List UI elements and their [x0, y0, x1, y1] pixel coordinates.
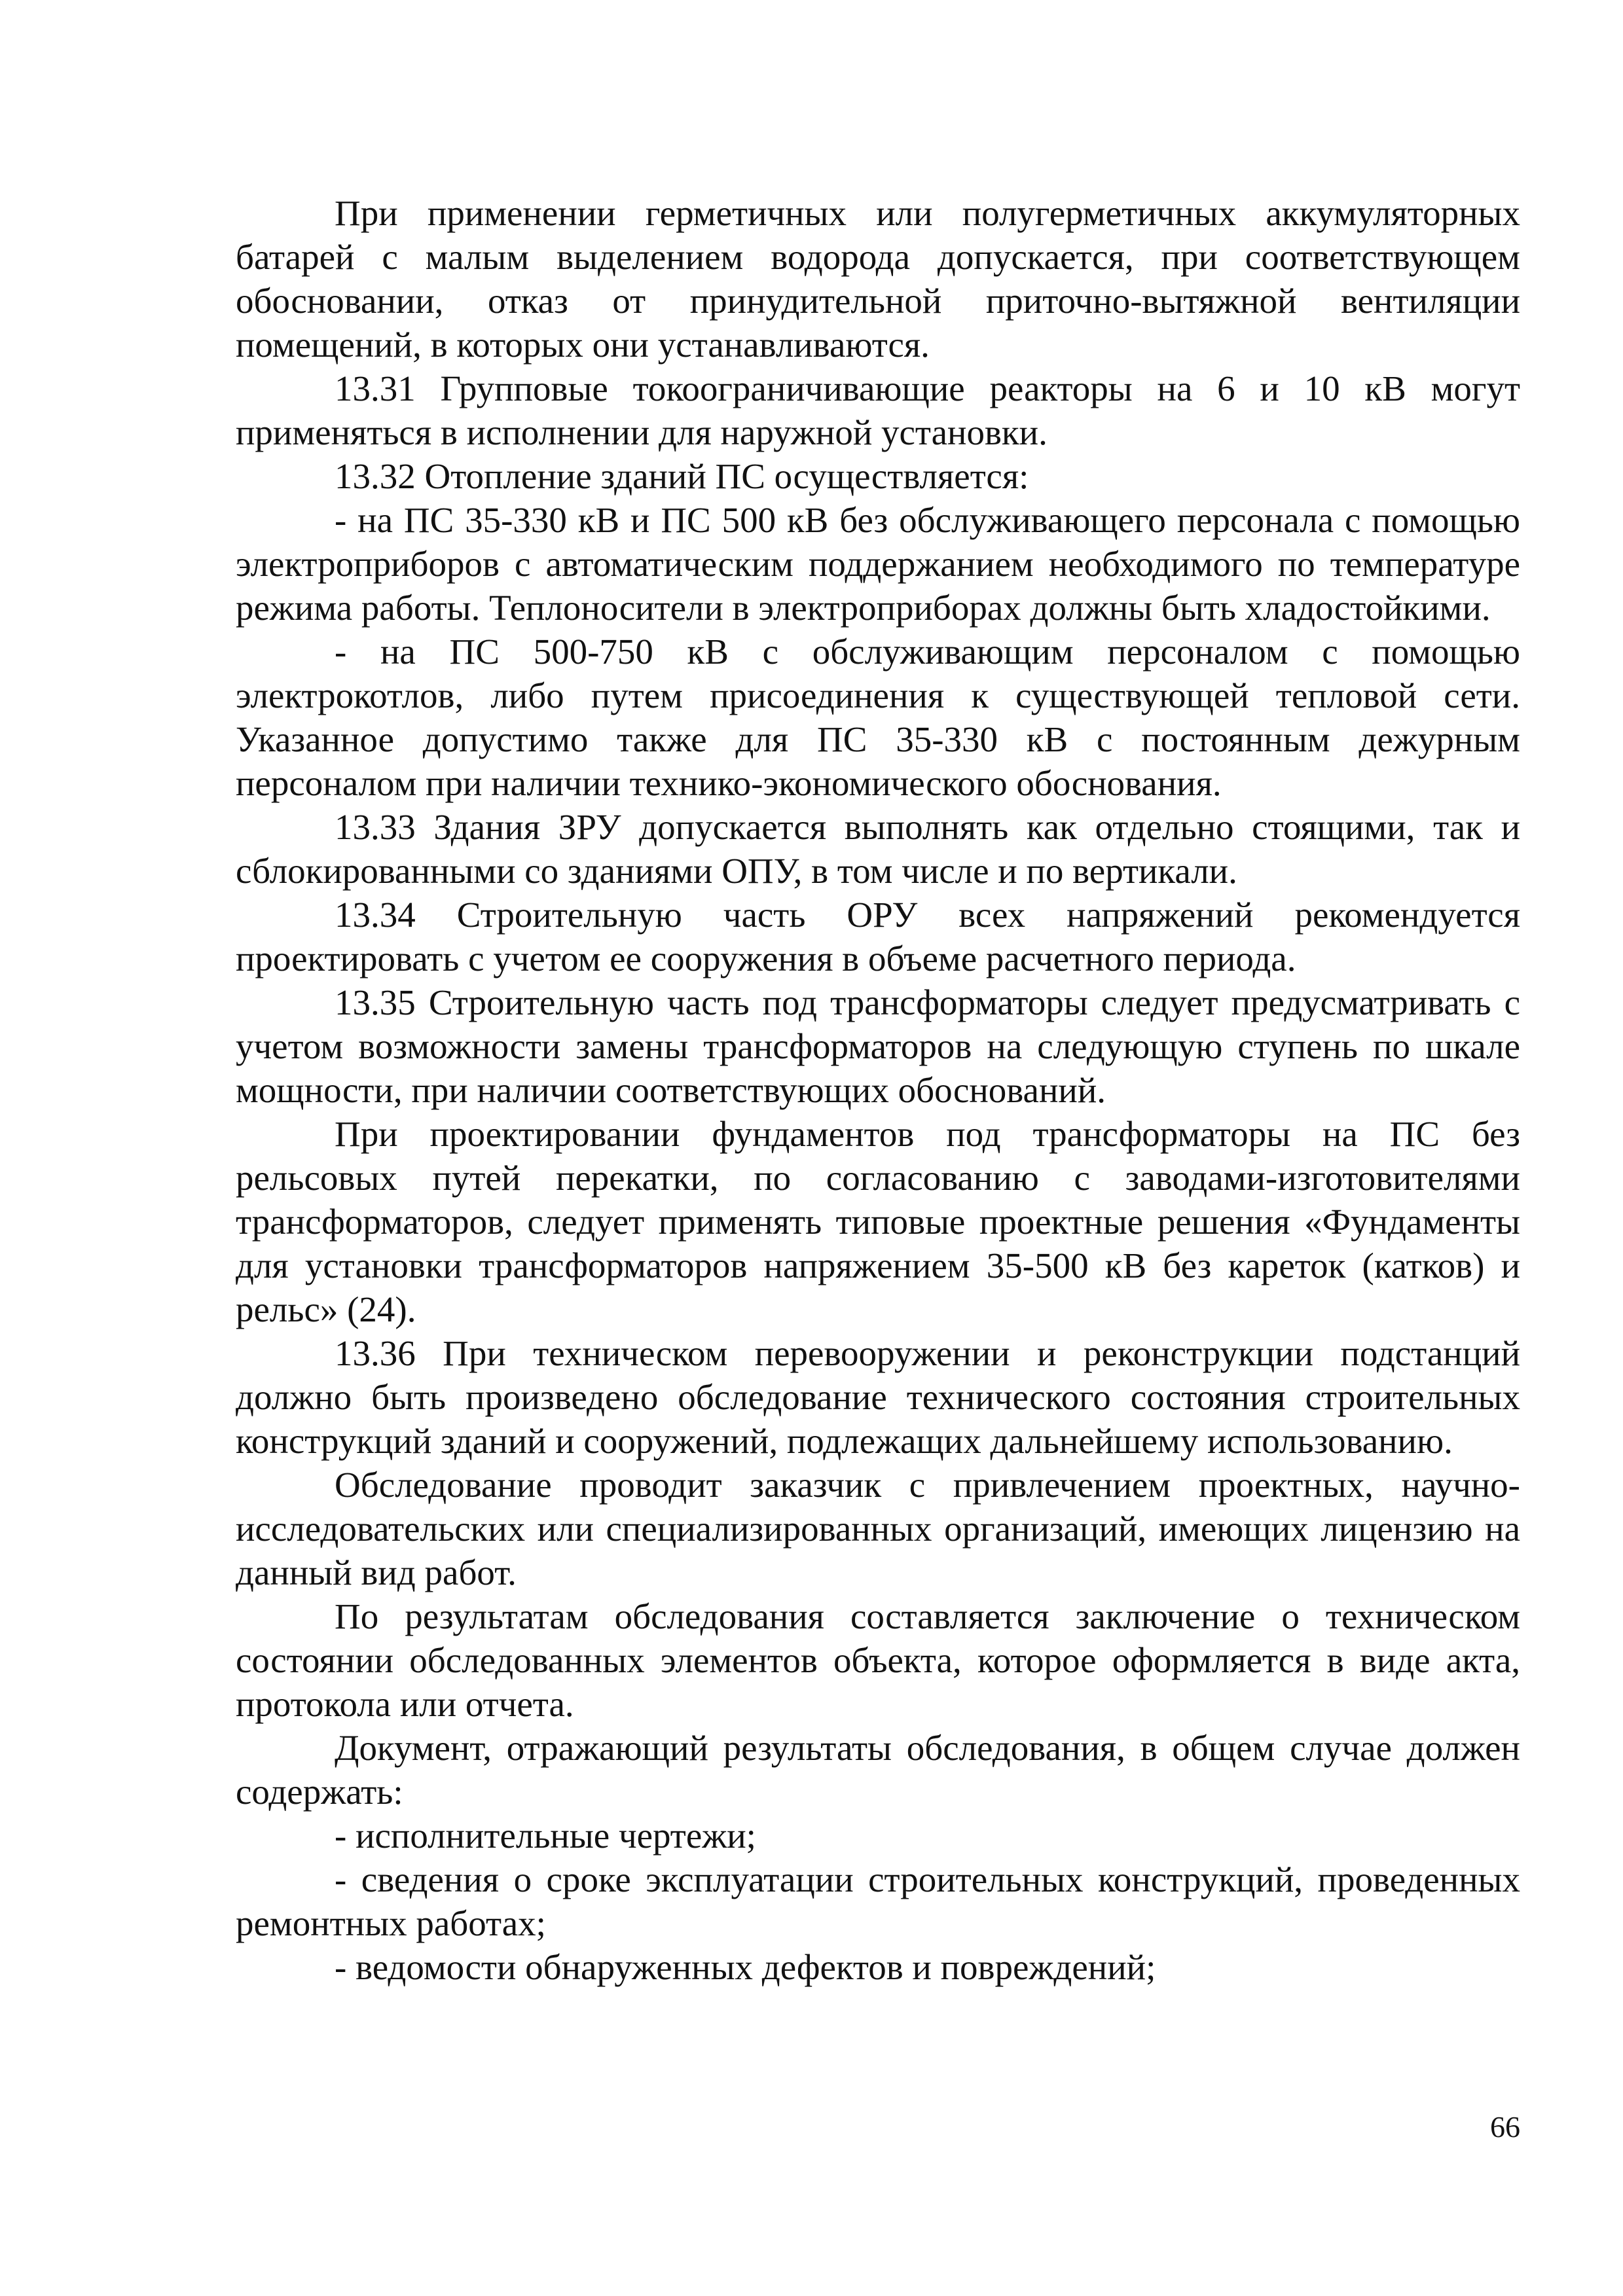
paragraph-13-35: 13.35 Строительную часть под трансформаторы следует предусматривать с учетом возможности замены трансформаторов на следующую ступень по шкале мощности, при наличии соответствующих обоснований. — [236, 982, 1520, 1110]
paragraph-survey-customer: Обследование проводит заказчик с привлечением проектных, научно-исследовательских или специализированных организаций, имеющих лицензию на данный вид работ. — [236, 1465, 1520, 1592]
paragraph-13-36: 13.36 При техническом перевооружении и реконструкции подстанций должно быть произведено обследование технического состояния строительных конструкций зданий и сооружений, подлежащих дальнейшему использованию. — [236, 1333, 1520, 1461]
page-number: 66 — [1490, 2110, 1520, 2144]
document-body — [236, 191, 1520, 1989]
paragraph-foundations: При проектировании фундаментов под трансформаторы на ПС без рельсовых путей перекатки, по согласованию с заводами-изготовителями трансформаторов, следует применять типовые проектные решения «Фундаменты для установки трансформаторов напряжением 35-500 кВ без кареток (катков) и рельс» (24). — [236, 1114, 1520, 1329]
list-item: - ведомости обнаруженных дефектов и повреждений; — [335, 1947, 1156, 1987]
paragraph-13-31: 13.31 Групповые токоограничивающие реакторы на 6 и 10 кВ могут применяться в исполнении для наружной установки. — [236, 368, 1520, 452]
paragraph-document-contents: Документ, отражающий результаты обследования, в общем случае должен содержать: — [236, 1728, 1520, 1812]
paragraph-survey-results: По результатам обследования составляется заключение о техническом состоянии обследованных элементов объекта, которое оформляется в виде акта, протокола или отчета. — [236, 1596, 1520, 1724]
paragraph-heating-500-750: - на ПС 500-750 кВ с обслуживающим персоналом с помощью электрокотлов, либо путем присоединения к существующей тепловой сети. Указанное допустимо также для ПС 35-330 кВ с постоянным дежурным персоналом при наличии технико-экономического обоснования. — [236, 632, 1520, 803]
list-item: - исполнительные чертежи; — [335, 1816, 756, 1856]
list-item: - сведения о сроке эксплуатации строительных конструкций, проведенных ремонтных работах; — [236, 1859, 1520, 1943]
paragraph-heating-35-330: - на ПС 35-330 кВ и ПС 500 кВ без обслуживающего персонала с помощью электроприборов с автоматическим поддержанием необходимого по температуре режима работы. Теплоносители в электроприборах должны быть хладостойкими. — [236, 500, 1520, 628]
paragraph-13-33: 13.33 Здания ЗРУ допускается выполнять как отдельно стоящими, так и сблокированными со зданиями ОПУ, в том числе и по вертикали. — [236, 807, 1520, 891]
paragraph-13-32: 13.32 Отопление зданий ПС осуществляется: — [335, 456, 1029, 496]
paragraph-hermetic-batteries: При применении герметичных или полугерметичных аккумуляторных батарей с малым выделением водорода допускается, при соответствующем обосновании, отказ от принудительной приточно-вытяжной вентиляции помещений, в которых они устанавливаются. — [236, 193, 1520, 365]
paragraph-13-34: 13.34 Строительную часть ОРУ всех напряжений рекомендуется проектировать с учетом ее сооружения в объеме расчетного периода. — [236, 895, 1520, 978]
